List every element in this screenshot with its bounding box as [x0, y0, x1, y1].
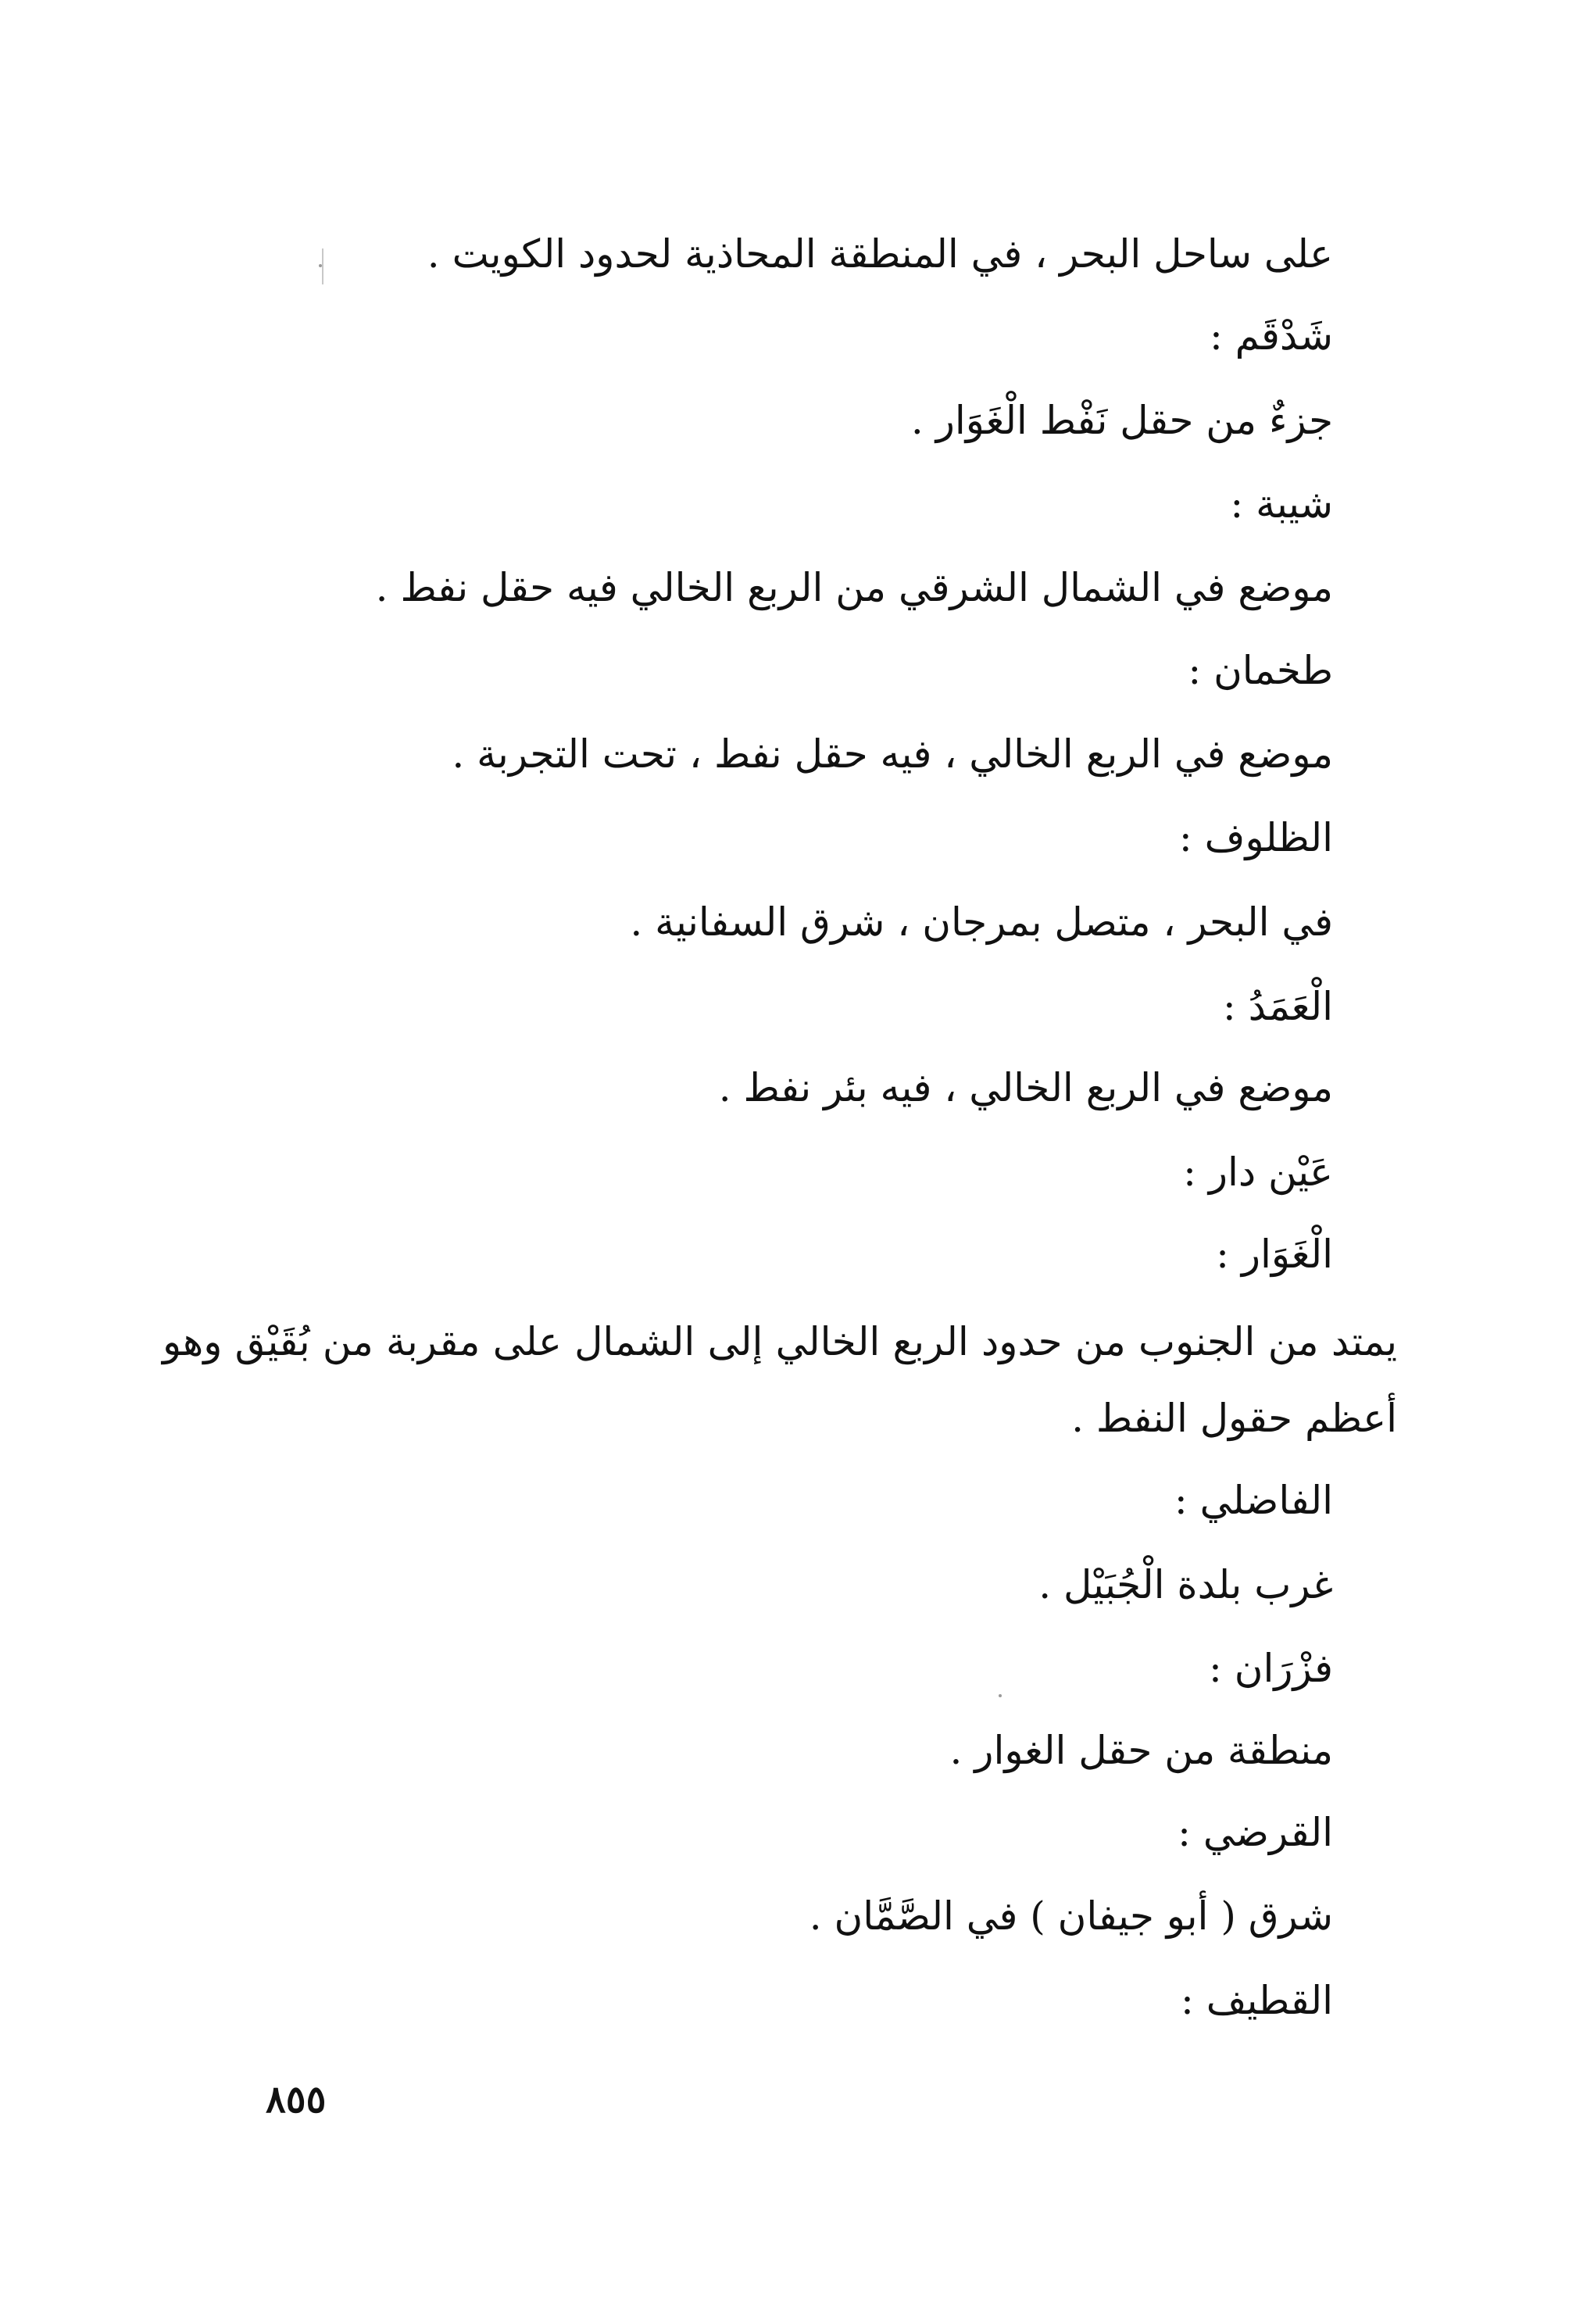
entry-heading: طخمان : [1188, 648, 1333, 693]
entry-heading: الْغَوَار : [1216, 1232, 1333, 1277]
entry-heading: الفاضلي : [1174, 1478, 1333, 1523]
entry-line: على ساحل البحر ، في المنطقة المحاذية لحدود الكويت . [427, 231, 1333, 277]
entry-heading: القطيف : [1180, 1978, 1333, 2023]
entry-paragraph: يمتد من الجنوب من حدود الربع الخالي إلى الشمال على مقربة من بُقَيْق وهو أعظم حقول النفط . [163, 1319, 1397, 1441]
entry-heading: عَيْن دار : [1183, 1149, 1333, 1195]
entry-line: موضع في الربع الخالي ، فيه بئر نفط . [718, 1065, 1333, 1110]
scan-mark [322, 248, 323, 284]
entry-line: جزءٌ من حقل نَفْط الْغَوَار . [910, 398, 1333, 443]
entry-heading: الْعَمَدُ : [1222, 984, 1333, 1029]
entry-line: في البحر ، متصل بمرجان ، شرق السفانية . [630, 899, 1333, 945]
entry-heading: شيبة : [1230, 481, 1333, 527]
entry-line: موضع في الشمال الشرقي من الربع الخالي فيه حقل نفط . [375, 565, 1333, 610]
entry-heading: شَدْقَم : [1209, 313, 1333, 359]
entry-line: منطقة من حقل الغوار . [949, 1728, 1333, 1773]
scan-speck [999, 1694, 1002, 1697]
entry-line: موضع في الربع الخالي ، فيه حقل نفط ، تحت التجربة . [452, 731, 1333, 777]
page-number: ٨٥٥ [266, 2078, 327, 2122]
entry-heading: فزْرَان : [1209, 1646, 1333, 1691]
entry-line: شرق ( أبو جيفان ) في الصَّمَّان . [809, 1893, 1333, 1939]
entry-heading: الظلوف : [1178, 815, 1333, 860]
entry-line: غرب بلدة الْجُبَيْل . [1038, 1562, 1333, 1607]
entry-heading: القرضي : [1178, 1810, 1333, 1855]
